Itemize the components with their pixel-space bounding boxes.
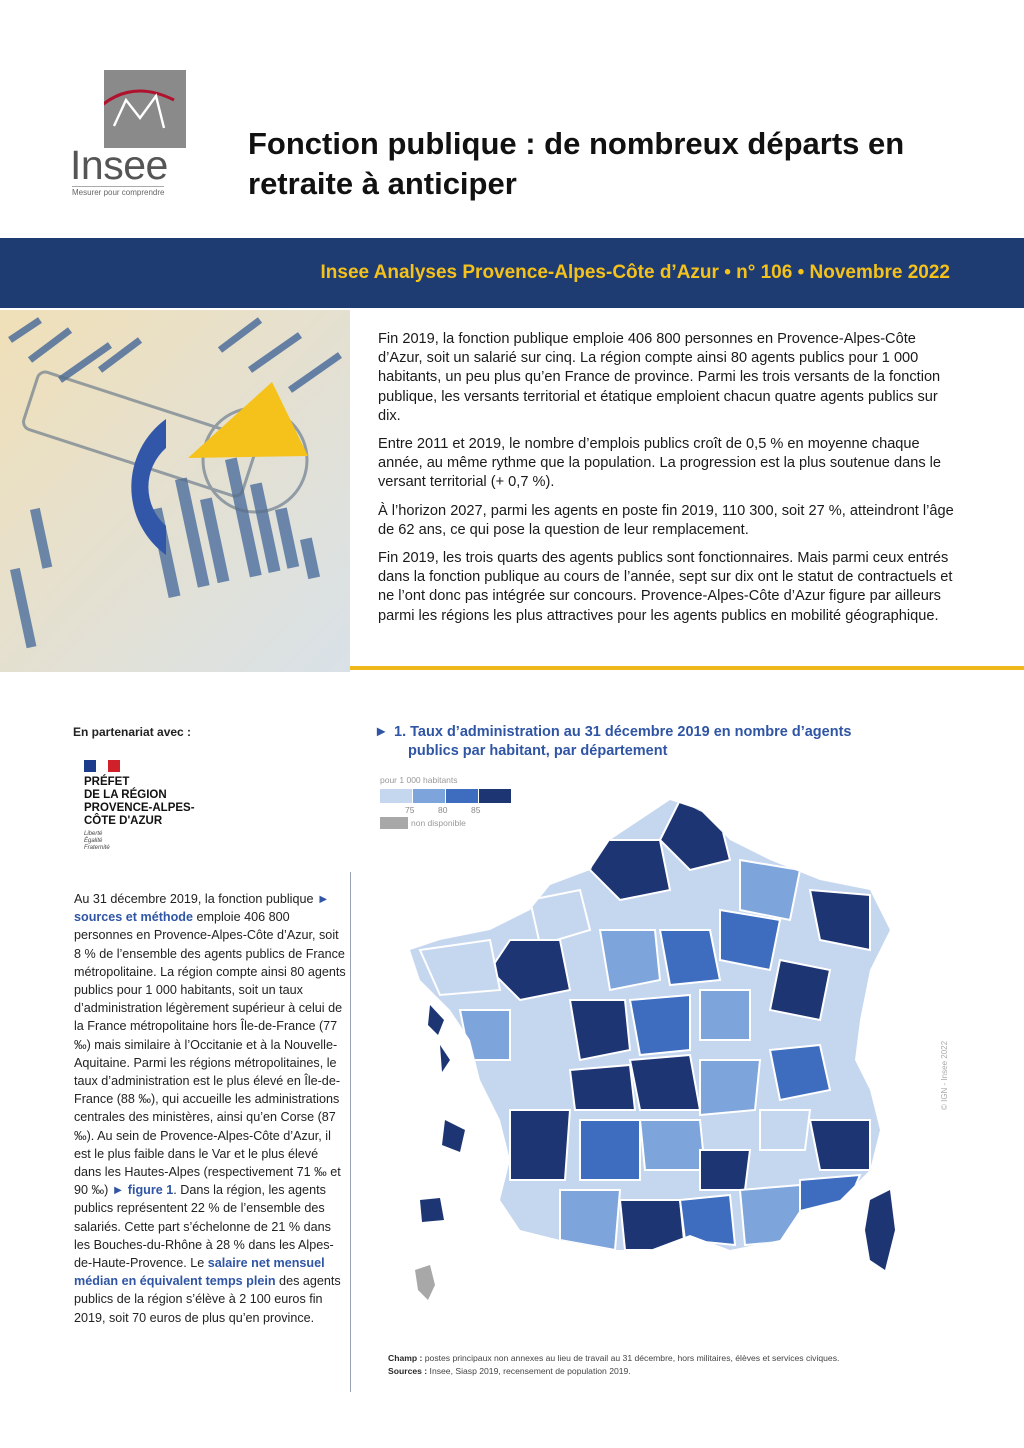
page-title: Fonction publique : de nombreux départs en retraite à anticiper bbox=[248, 126, 905, 201]
sources-note bbox=[388, 1365, 948, 1378]
insee-logo bbox=[68, 70, 188, 200]
summary-paragraph: À l’horizon 2027, parmi les agents en poste fin 2019, 110 300, soit 27 %, atteindront l’âge de 62 ans, ce qui pose la question de leur remplacement. bbox=[378, 502, 954, 538]
body-text-1: Au 31 décembre 2019, la fonction publique bbox=[74, 892, 317, 906]
body-text-3: . Dans la région, les agents publics représentent 22 % de l’ensemble des salariés. Cette part s’échelonne de 21 % dans les Bouches-du-Rhône à 28 % dans les Alpes-de-Haute-Provence. Le bbox=[74, 1183, 334, 1271]
champ-label: Champ : bbox=[388, 1353, 423, 1363]
summary-paragraph: Fin 2019, la fonction publique emploie 406 800 personnes en Provence-Alpes-Côte d’Azur, soit un salarié sur cinq. La région compte ainsi 80 agents publics pour 1 000 habitants, un peu plus qu’en France de province. Parmi les trois versants de la fonction publique, les versants territorial et étatique emploient chacun quatre agents publics sur dix. bbox=[378, 331, 941, 424]
cover-illustration bbox=[0, 310, 350, 672]
column-divider bbox=[350, 872, 351, 1392]
champ-note bbox=[388, 1352, 948, 1365]
salary-link[interactable]: salaire net mensuel médian en équivalent temps plein bbox=[74, 1256, 325, 1289]
sources-link[interactable]: ► sources et méthode bbox=[74, 892, 330, 925]
figure-title-line1: 1. Taux d’administration au 31 décembre 2019 en nombre d’agents bbox=[394, 724, 852, 740]
map-copyright bbox=[940, 1010, 952, 1110]
summary-paragraph: Fin 2019, les trois quarts des agents publics sont fonctionnaires. Mais parmi ceux entrés dans la fonction publique au cours de l’année, sept sur dix ont le statut de contractuels et ne l’ont donc pas intégrée sur concours. Provence-Alpes-Côte d’Azur figure par ailleurs parmi les régions les plus attractives pour les agents publics en mobilité géographique. bbox=[378, 550, 953, 624]
figure-notes bbox=[388, 1352, 948, 1377]
body-text-2: emploie 406 800 personnes en Provence-Alpes-Côte d’Azur, soit 8 % de l’ensemble des agents publics de France métropolitaine. La région compte ainsi 80 agents publics pour 1 000 habitants, soit un taux d’administration légèrement supérieur à celui de la France métropolitaine hors Île-de-France (77 ‰) mais similaire à l’Occitanie et à la Nouvelle-Aquitaine. Parmi les régions métropolitaines, le taux d’administration est le plus élevé en Île-de-France (88 ‰), qui accueille les administrations centrales des ministères, ainsi qu’en Corse (87 ‰). Au sein de Provence-Alpes-Côte d’Azur, il est le plus faible dans le Var et le plus élevé dans les Hautes-Alpes (respectivement 71 ‰ et 90 ‰) bbox=[74, 910, 346, 1198]
figure-title-line2: publics par habitant, par département bbox=[408, 743, 668, 759]
sources-text: Insee, Siasp 2019, recensement de population 2019. bbox=[427, 1365, 631, 1376]
logo-mark bbox=[104, 70, 186, 148]
partner-label: En partenariat avec : bbox=[73, 725, 192, 739]
copyright-text: © IGN - Insee 2022 bbox=[940, 1040, 949, 1110]
figure-title bbox=[374, 723, 934, 761]
logo-wordmark: Insee bbox=[70, 142, 168, 188]
choropleth-map bbox=[400, 780, 940, 1340]
triangle-marker-icon: ► bbox=[374, 724, 389, 740]
legend-unit: pour 1 000 habitants bbox=[380, 775, 458, 785]
prefet-motto: Liberté Égalité Fraternité bbox=[84, 831, 110, 851]
summary bbox=[378, 330, 958, 635]
series-line: Insee Analyses Provence-Alpes-Côte d’Azur • n° 106 • Novembre 2022 bbox=[320, 262, 950, 283]
logo-tagline: Mesurer pour comprendre bbox=[72, 188, 165, 197]
french-flag-icon bbox=[84, 760, 120, 772]
legend-na-label: non disponible bbox=[411, 818, 466, 828]
legend-tick: 80 bbox=[438, 805, 448, 815]
prefet-logo bbox=[84, 760, 224, 852]
body-text-4: des agents publics de la région s’élève à 2 100 euros fin 2019, soit 70 euros de plus qu’en province. bbox=[74, 1274, 341, 1325]
series-band bbox=[0, 238, 1024, 308]
sources-label: Sources : bbox=[388, 1365, 428, 1376]
figure-link[interactable]: ► figure 1 bbox=[111, 1183, 174, 1198]
body-paragraph bbox=[74, 890, 346, 1327]
summary-paragraph: Entre 2011 et 2019, le nombre d’emplois publics croît de 0,5 % en moyenne chaque année, au même rythme que la population. La progression est la plus soutenue dans le versant territorial (+ 0,7 %). bbox=[378, 436, 942, 491]
legend-tick: 75 bbox=[405, 805, 415, 815]
champ-text: postes principaux non annexes au lieu de travail au 31 décembre, hors militaires, élèves et services civiques. bbox=[422, 1353, 840, 1363]
summary-divider bbox=[350, 666, 1024, 670]
prefet-name: PRÉFET DE LA RÉGION PROVENCE-ALPES- CÔTE D'AZUR bbox=[84, 776, 195, 827]
legend-tick: 85 bbox=[471, 805, 481, 815]
